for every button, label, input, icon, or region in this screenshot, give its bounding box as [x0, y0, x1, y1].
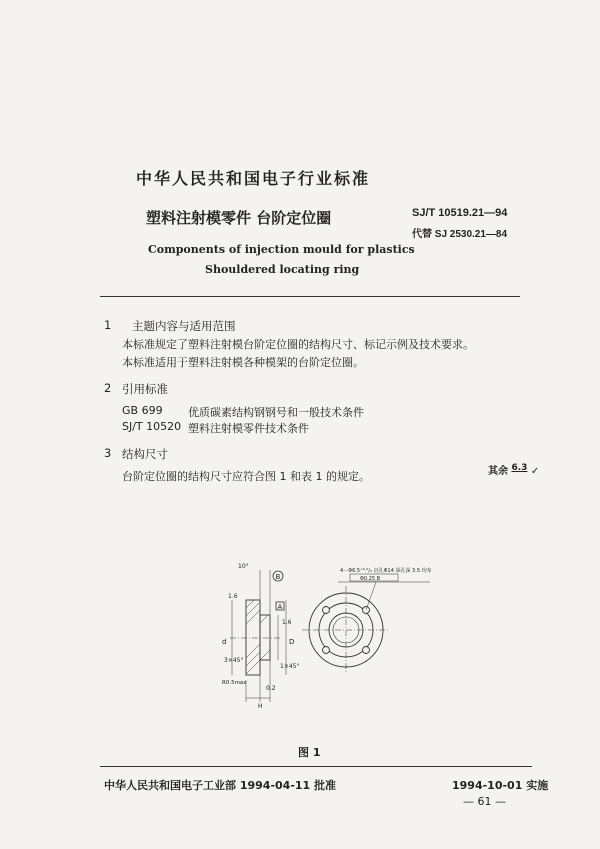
section-3-heading: 结构尺寸 — [122, 447, 168, 461]
replaces-standard: 代替 SJ 2530.21—84 — [412, 229, 508, 240]
dim-16-b: 1.6 — [282, 619, 292, 626]
roughness-check-icon: ✓ — [530, 466, 540, 477]
section-3-number: 3 — [104, 446, 112, 460]
document-subtitle-en: Shouldered locating ring — [205, 263, 360, 276]
section-2-heading: 引用标准 — [122, 382, 168, 396]
position-tolerance: Φ0.25 B — [360, 576, 381, 582]
front-view — [302, 582, 430, 674]
figure-caption: 图 1 — [298, 746, 321, 759]
chamfer-1x45: 1×45° — [280, 663, 300, 670]
bolt-hole-4 — [363, 647, 370, 654]
datum-b-label: B — [275, 573, 281, 581]
bolt-hole-1 — [323, 607, 330, 614]
section-1-number: 1 — [104, 318, 112, 332]
reference-2-title: 塑料注射模零件技术条件 — [188, 422, 309, 435]
section-1-heading: 主题内容与适用范围 — [132, 319, 236, 333]
standard-number: SJ/T 10519.21—94 — [412, 207, 508, 219]
chamfer-3x45: 3×45° — [224, 657, 244, 664]
roughness-value: 6.3 — [511, 463, 528, 473]
effective-date: 1994-10-01 实施 — [452, 779, 549, 792]
document-title-cn: 塑料注射模零件 台阶定位圈 — [146, 209, 332, 227]
radius-label: R0.5max — [222, 680, 247, 686]
dim-h: H — [258, 703, 263, 710]
header-divider — [100, 296, 520, 297]
dim-d-large: D — [289, 638, 295, 646]
dim-d-small: d — [222, 638, 227, 646]
dim-16-a: 1.6 — [228, 593, 238, 600]
surface-roughness-note — [488, 462, 539, 477]
section-3-paragraph-1: 台阶定位圈的结构尺寸应符合图 1 和表 1 的规定。 — [122, 470, 370, 483]
footer-divider — [100, 766, 532, 767]
document-title-en: Components of injection mould for plastics — [148, 243, 415, 256]
reference-1-code: GB 699 — [122, 404, 163, 417]
figure-1-drawing — [220, 560, 435, 710]
bolt-hole-3 — [323, 647, 330, 654]
section-1-paragraph-1: 本标准规定了塑料注射模台阶定位圈的结构尺寸、标记示例及技术要求。 — [122, 338, 474, 351]
reference-2-code: SJ/T 10520 — [122, 420, 182, 433]
dim-02: 0.2 — [266, 685, 276, 692]
reference-1-title: 优质碳素结构钢钢号和一般技术条件 — [188, 406, 364, 419]
datum-a-label: A — [277, 603, 283, 611]
roughness-label: 其余 — [488, 466, 508, 477]
page-number: — 61 — — [463, 795, 506, 808]
hole-callout: 4－Φ6.5⁺⁰·²/₀ 沉孔Φ14 深孔深 3.5 均布 — [340, 568, 432, 574]
section-hatching — [246, 600, 270, 674]
section-1-paragraph-2: 本标准适用于塑料注射模各种模架的台阶定位圈。 — [122, 356, 364, 369]
section-2-number: 2 — [104, 381, 112, 395]
organization-standard-title: 中华人民共和国电子行业标准 — [136, 169, 371, 188]
issuer-approval: 中华人民共和国电子工业部 1994-04-11 批准 — [104, 779, 337, 792]
angle-label: 10° — [238, 563, 249, 570]
